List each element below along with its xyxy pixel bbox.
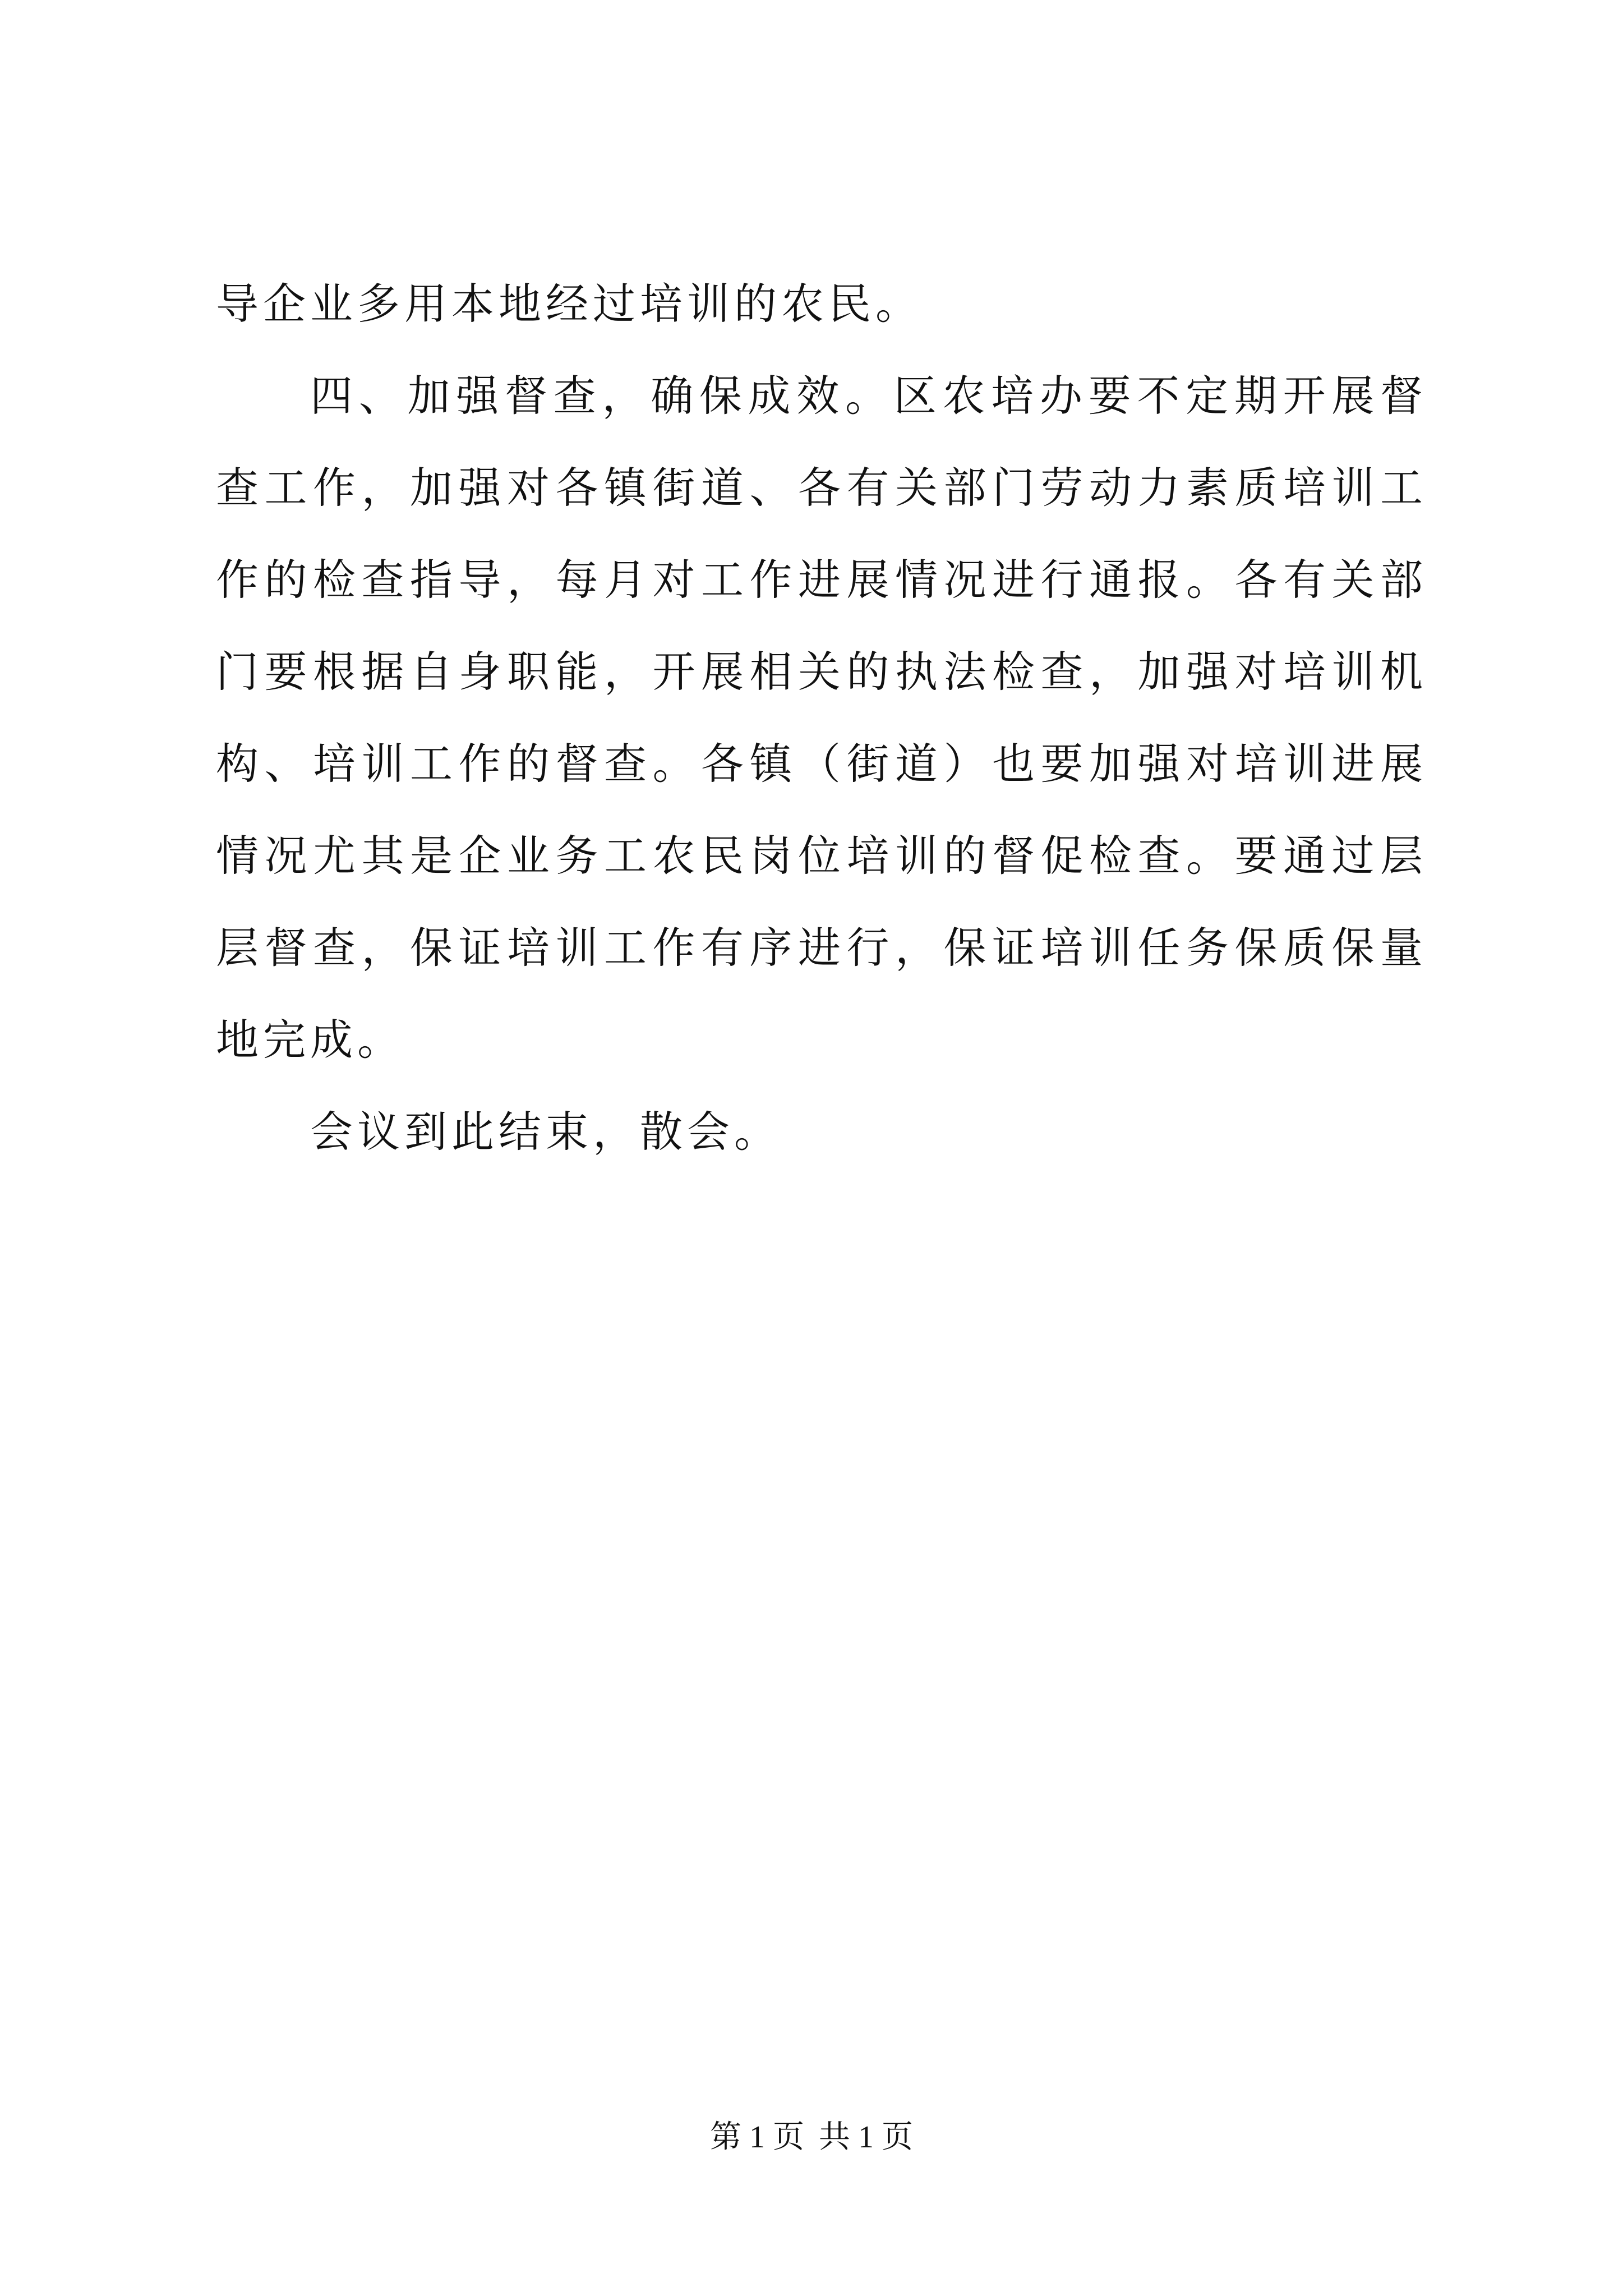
paragraph-closing: 会议到此结束，散会。	[310, 1107, 781, 1157]
document-body	[216, 258, 1427, 1178]
paragraph-continuation: 导企业多用本地经过培训的农民。	[216, 279, 923, 329]
page-total: 共 1 页	[819, 2120, 913, 2155]
paragraph-section-four: 四、加强督查，确保成效。区农培办要不定期开展督查工作，加强对各镇街道、各有关部门劳动力素质培训工作的检查指导，每月对工作进展情况进行通报。各有关部门要根据自身职能，开展相关的执法检查，加强对培训机构、培训工作的督查。各镇（街道）也要加强对培训进展情况尤其是企业务工农民岗位培训的督促检查。要通过层层督查，保证培训工作有序进行，保证培训任务保质保量地完成。	[216, 371, 1427, 1065]
page-footer	[0, 2115, 1623, 2160]
page-number: 第 1 页	[710, 2120, 804, 2155]
